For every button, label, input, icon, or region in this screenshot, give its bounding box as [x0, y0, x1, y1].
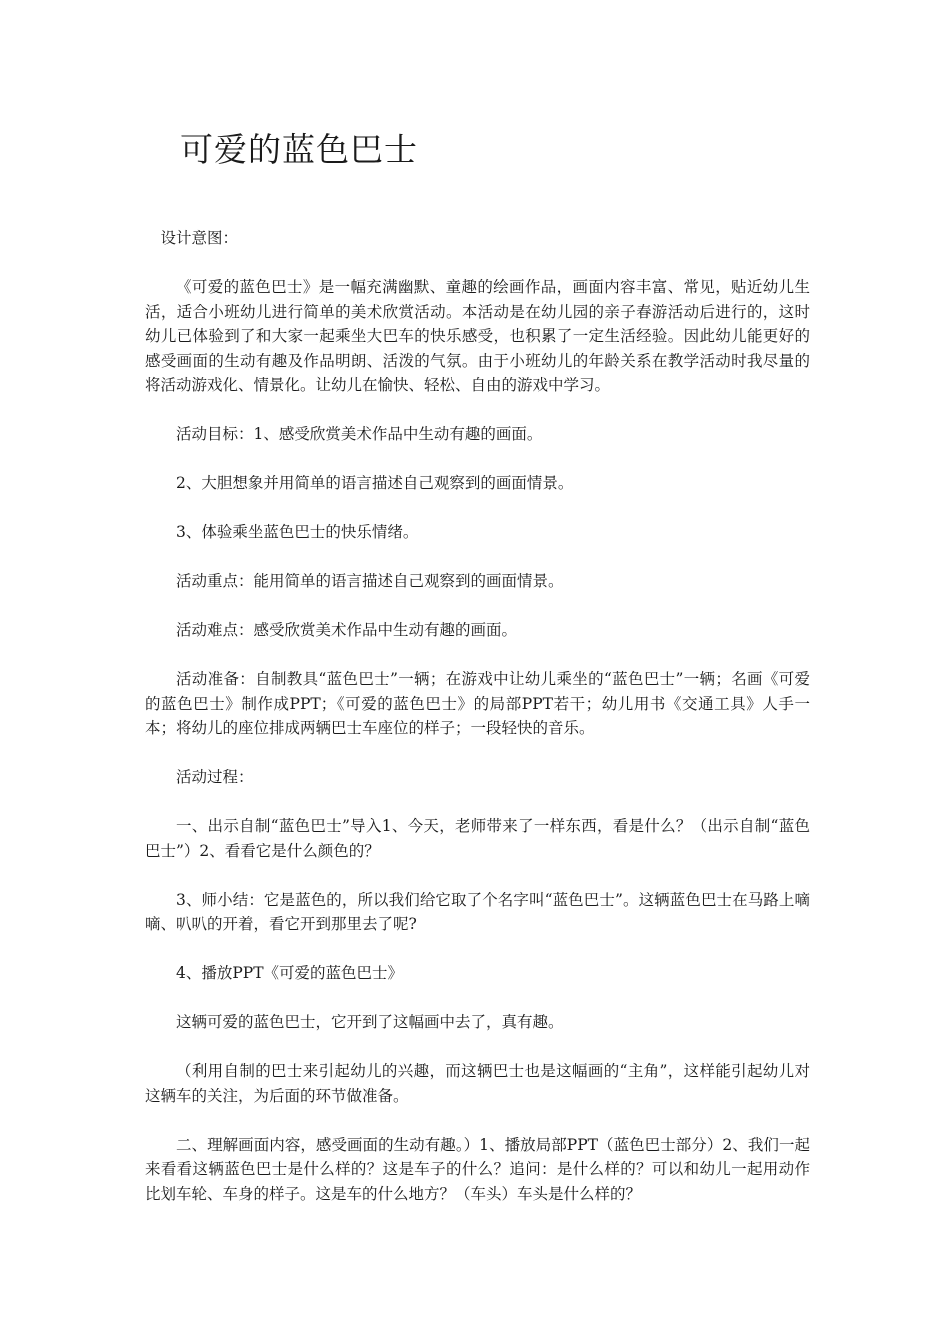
paragraph-step-4: 4、播放PPT《可爱的蓝色巴士》 — [176, 964, 404, 982]
paragraph-part-2: 二、理解画面内容，感受画面的生动有趣。）1、播放局部PPT（蓝色巴士部分）2、我们一起来看看这辆蓝色巴士是什么样的？这是车子的什么？追问：是什么样的？可以和幼儿一起用动作比划车轮、车身的样子。这是车的什么地方？（车头）车头是什么样的？ — [145, 1135, 810, 1203]
paragraph-goal-3: 3、体验乘坐蓝色巴士的快乐情绪。 — [176, 523, 419, 541]
document-title: 可爱的蓝色巴士 — [180, 130, 418, 169]
document-body — [145, 226, 810, 1231]
paragraph-goal-2: 2、大胆想象并用简单的语言描述自己观察到的画面情景。 — [176, 474, 574, 492]
paragraph-design-note: （利用自制的巴士来引起幼儿的兴趣，而这辆巴士也是这幅画的“主角”，这样能引起幼儿对这辆车的关注，为后面的环节做准备。 — [145, 1062, 810, 1105]
paragraph-difficulty: 活动难点：感受欣赏美术作品中生动有趣的画面。 — [176, 621, 518, 639]
paragraph-bus-note: 这辆可爱的蓝色巴士，它开到了这幅画中去了，真有趣。 — [176, 1013, 564, 1031]
paragraph-step-1: 一、出示自制“蓝色巴士”导入1、今天，老师带来了一样东西，看是什么？（出示自制“蓝色巴士”）2、看看它是什么颜色的？ — [145, 817, 810, 860]
design-intent-label: 设计意图： — [160, 229, 239, 247]
paragraph-process-label: 活动过程： — [176, 768, 254, 786]
paragraph-preparation: 活动准备：自制教具“蓝色巴士”一辆；在游戏中让幼儿乘坐的“蓝色巴士”一辆；名画《可爱的蓝色巴士》制作成PPT；《可爱的蓝色巴士》的局部PPT若干；幼儿用书《交通工具》人手一本；将幼儿的座位排成两辆巴士车座位的样子；一段轻快的音乐。 — [145, 670, 810, 737]
paragraph-step-3: 3、师小结：它是蓝色的，所以我们给它取了个名字叫“蓝色巴士”。这辆蓝色巴士在马路上嘀嘀、叭叭的开着，看它开到那里去了呢? — [145, 890, 810, 933]
paragraph-intro: 《可爱的蓝色巴士》是一幅充满幽默、童趣的绘画作品，画面内容丰富、常见，贴近幼儿生活，适合小班幼儿进行简单的美术欣赏活动。本活动是在幼儿园的亲子春游活动后进行的，这时幼儿已体验到了和大家一起乘坐大巴车的快乐感受，也积累了一定生活经验。因此幼儿能更好的感受画面的生动有趣及作品明朗、活泼的气氛。由于小班幼儿的年龄关系在教学活动时我尽量的将活动游戏化、情景化。让幼儿在愉快、轻松、自由的游戏中学习。 — [145, 278, 810, 394]
paragraph-goal-1: 活动目标：1、感受欣赏美术作品中生动有趣的画面。 — [176, 425, 543, 443]
paragraph-key-point: 活动重点：能用简单的语言描述自己观察到的画面情景。 — [176, 572, 564, 590]
